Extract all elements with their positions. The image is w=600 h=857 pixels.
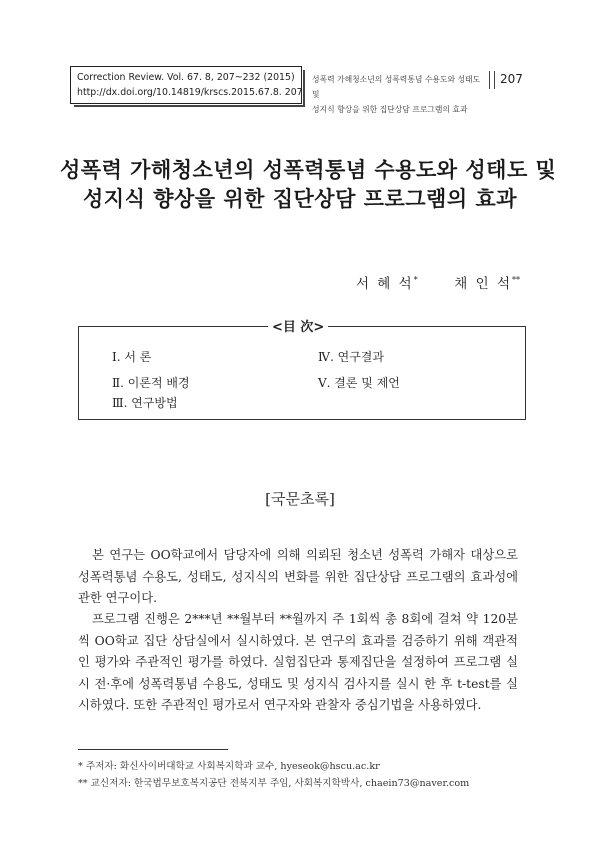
toc-item-3: Ⅲ. 연구방법 <box>112 396 178 410</box>
running-head-line2: 성지식 향상을 위한 집단상담 프로그램의 효과 <box>312 105 468 114</box>
author-1-mark: * <box>413 275 418 285</box>
abstract-heading: [국문초록] <box>265 490 335 508</box>
abstract-paragraph-1: 본 연구는 OO학교에서 담당자에 의해 의뢰된 청소년 성폭력 가해자 대상으로 성폭력통념 수용도, 성태도, 성지식의 변화를 위한 집단상담 프로그램의 효과성에 관한 연구이다. <box>78 548 518 605</box>
footnote-2: ** 교신저자: 한국법무보호복지공단 전북지부 주임, 사회복지학박사, chaein73@naver.com <box>78 778 470 789</box>
abstract-paragraph-2: 프로그램 진행은 2***년 **월부터 **월까지 주 1회씩 총 8회에 걸쳐 약 120분씩 OO학교 집단 상담실에서 실시하였다. 본 연구의 효과를 검증하기 위해 객관적인 평가와 주관적인 평가를 하였다. 실험집단과 통제집단을 설정하여 프로그램 실시 전·후에 성폭력통념 수용도, 성태도 및 성지식 검사지를 실시 한 후 t-test를 실시하였다. 또한 주관적인 평가로서 연구자와 관찰자 중심기법을 사용하였다. <box>78 612 518 712</box>
paper-title-line1: 성폭력 가해청소년의 성폭력통념 수용도와 성태도 및 <box>60 158 557 182</box>
footnote-1: * 주저자: 화신사이버대학교 사회복지학과 교수, hyeseok@hscu.ac.kr <box>78 761 380 772</box>
header-divider <box>489 71 495 89</box>
footnote-rule <box>78 749 228 750</box>
author-1: 서 혜 석 <box>355 276 414 292</box>
doi-link[interactable]: http://dx.doi.org/10.14819/krscs.2015.67.8. 207 <box>77 87 303 98</box>
toc-item-2: Ⅱ. 이론적 배경 <box>112 376 190 390</box>
author-2: 채 인 석 <box>454 276 512 292</box>
toc-item-5: Ⅴ. 결론 및 제언 <box>318 376 400 390</box>
citation-box <box>70 66 302 104</box>
running-head <box>312 72 482 117</box>
toc-item-4: Ⅳ. 연구결과 <box>318 350 384 364</box>
page-number: 207 <box>500 72 523 86</box>
author-2-mark: ** <box>512 275 520 285</box>
toc-heading: <目 次> <box>268 316 328 335</box>
paper-title-line2: 성지식 향상을 위한 집단상담 프로그램의 효과 <box>83 187 517 211</box>
toc-item-1: Ⅰ. 서 론 <box>112 350 152 364</box>
authors <box>356 272 520 292</box>
journal-citation: Correction Review. Vol. 67. 8, 207~232 (2015) <box>77 72 295 83</box>
running-head-line1: 성폭력 가해청소년의 성폭력통념 수용도와 성태도 및 <box>312 75 481 99</box>
